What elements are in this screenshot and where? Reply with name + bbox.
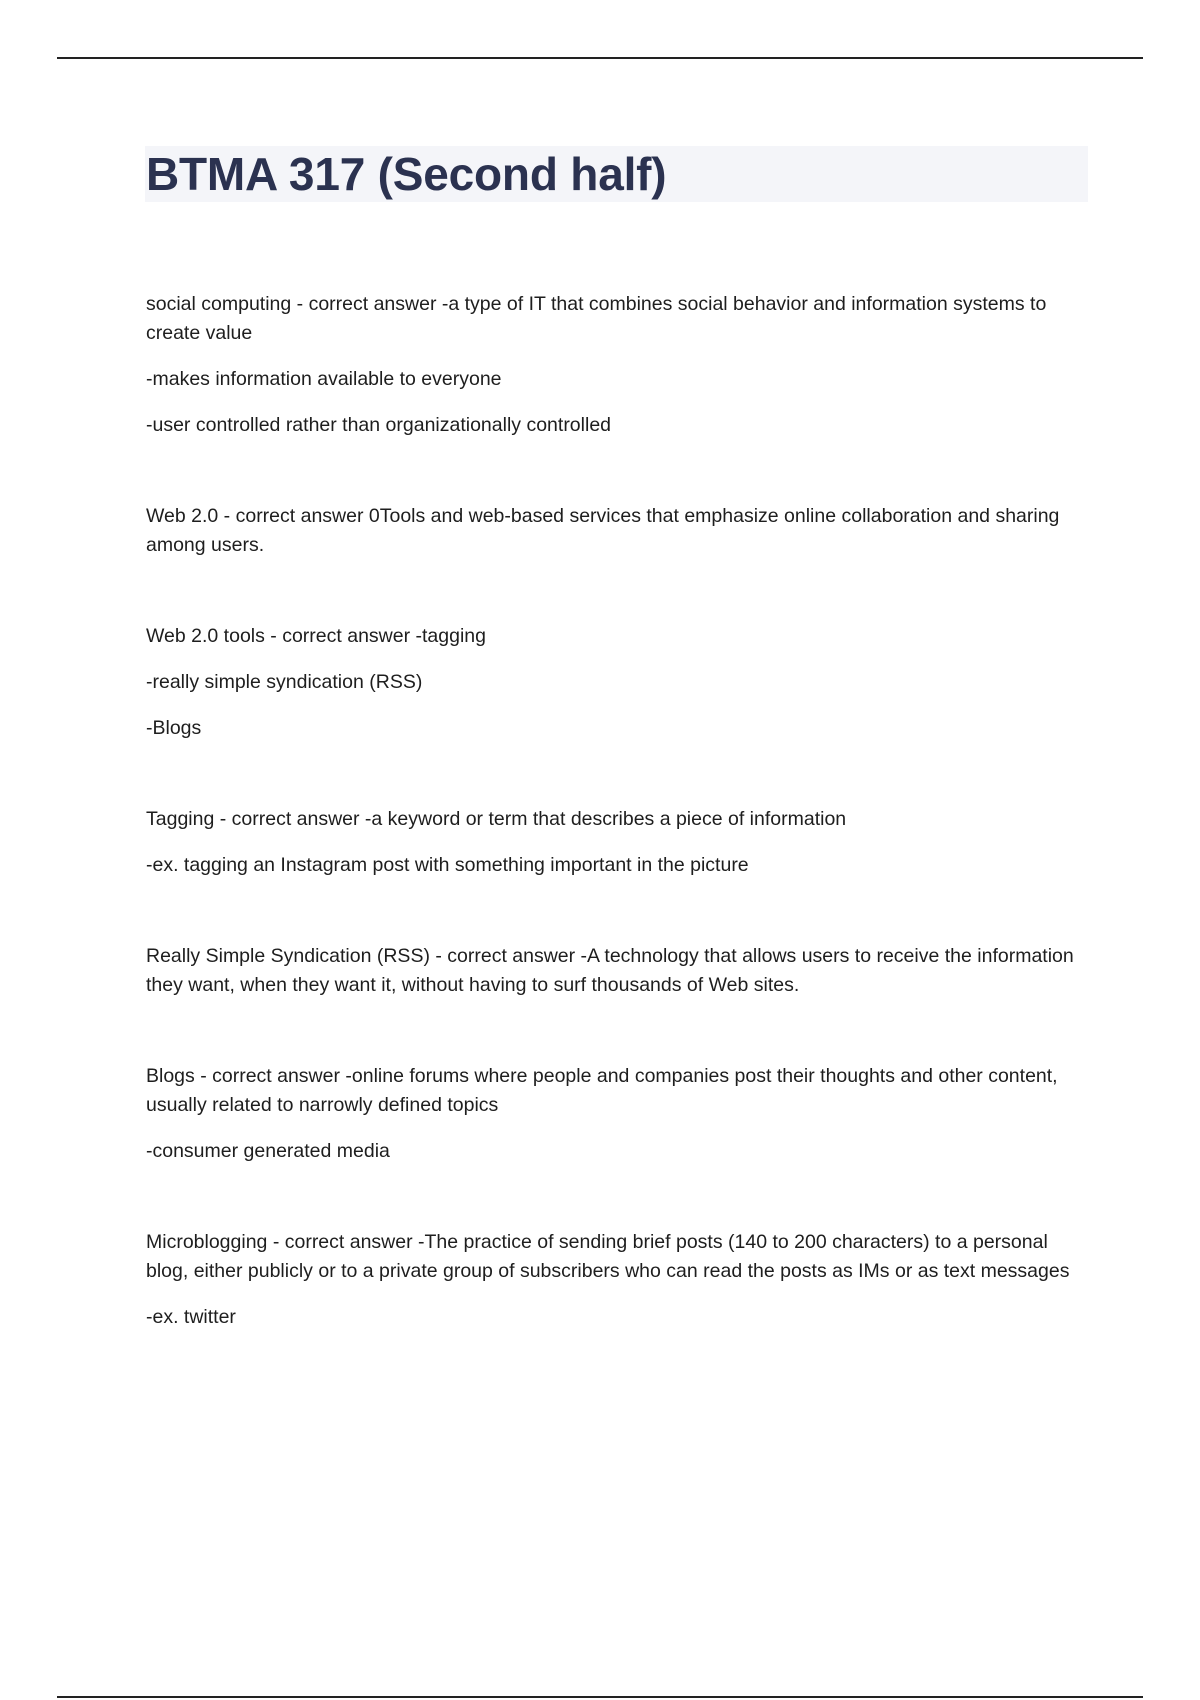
entry-line: Microblogging - correct answer -The practice of sending brief posts (140 to 200 characters) to a personal blog, either publicly or to a private group of subscribers who can read the posts as IMs or as text messages [146, 1231, 1070, 1282]
entry-line: -really simple syndication (RSS) [146, 671, 423, 693]
entry-line: -Blogs [146, 717, 202, 739]
entry-line: -consumer generated media [146, 1140, 390, 1162]
entry-web-2-0-tools [146, 622, 1091, 743]
entry-line: Web 2.0 tools - correct answer -tagging [146, 625, 486, 647]
entry-line: -user controlled rather than organizationally controlled [146, 414, 612, 436]
entry-social-computing [146, 290, 1091, 440]
entry-tagging [146, 805, 1091, 880]
top-rule [57, 57, 1143, 59]
entry-line: Blogs - correct answer -online forums where people and companies post their thoughts and other content, usually related to narrowly defined topics [146, 1065, 1058, 1116]
entry-blogs [146, 1062, 1091, 1166]
document-body [146, 290, 1091, 1394]
entry-line: -ex. twitter [146, 1306, 236, 1328]
entry-line: Tagging - correct answer -a keyword or term that describes a piece of information [146, 808, 847, 830]
entry-rss [146, 942, 1091, 1000]
entry-line: -makes information available to everyone [146, 368, 502, 390]
entry-line: -ex. tagging an Instagram post with something important in the picture [146, 854, 749, 876]
entry-line: social computing - correct answer -a type of IT that combines social behavior and information systems to create value [146, 293, 1047, 344]
bottom-rule [57, 1696, 1143, 1698]
entry-line: Really Simple Syndication (RSS) - correct answer -A technology that allows users to receive the information they want, when they want it, without having to surf thousands of Web sites. [146, 945, 1074, 996]
entry-microblogging [146, 1228, 1091, 1332]
entry-line: Web 2.0 - correct answer 0Tools and web-based services that emphasize online collaboration and sharing among users. [146, 505, 1060, 556]
document-title: BTMA 317 (Second half) [146, 148, 667, 200]
entry-web-2-0 [146, 502, 1091, 560]
